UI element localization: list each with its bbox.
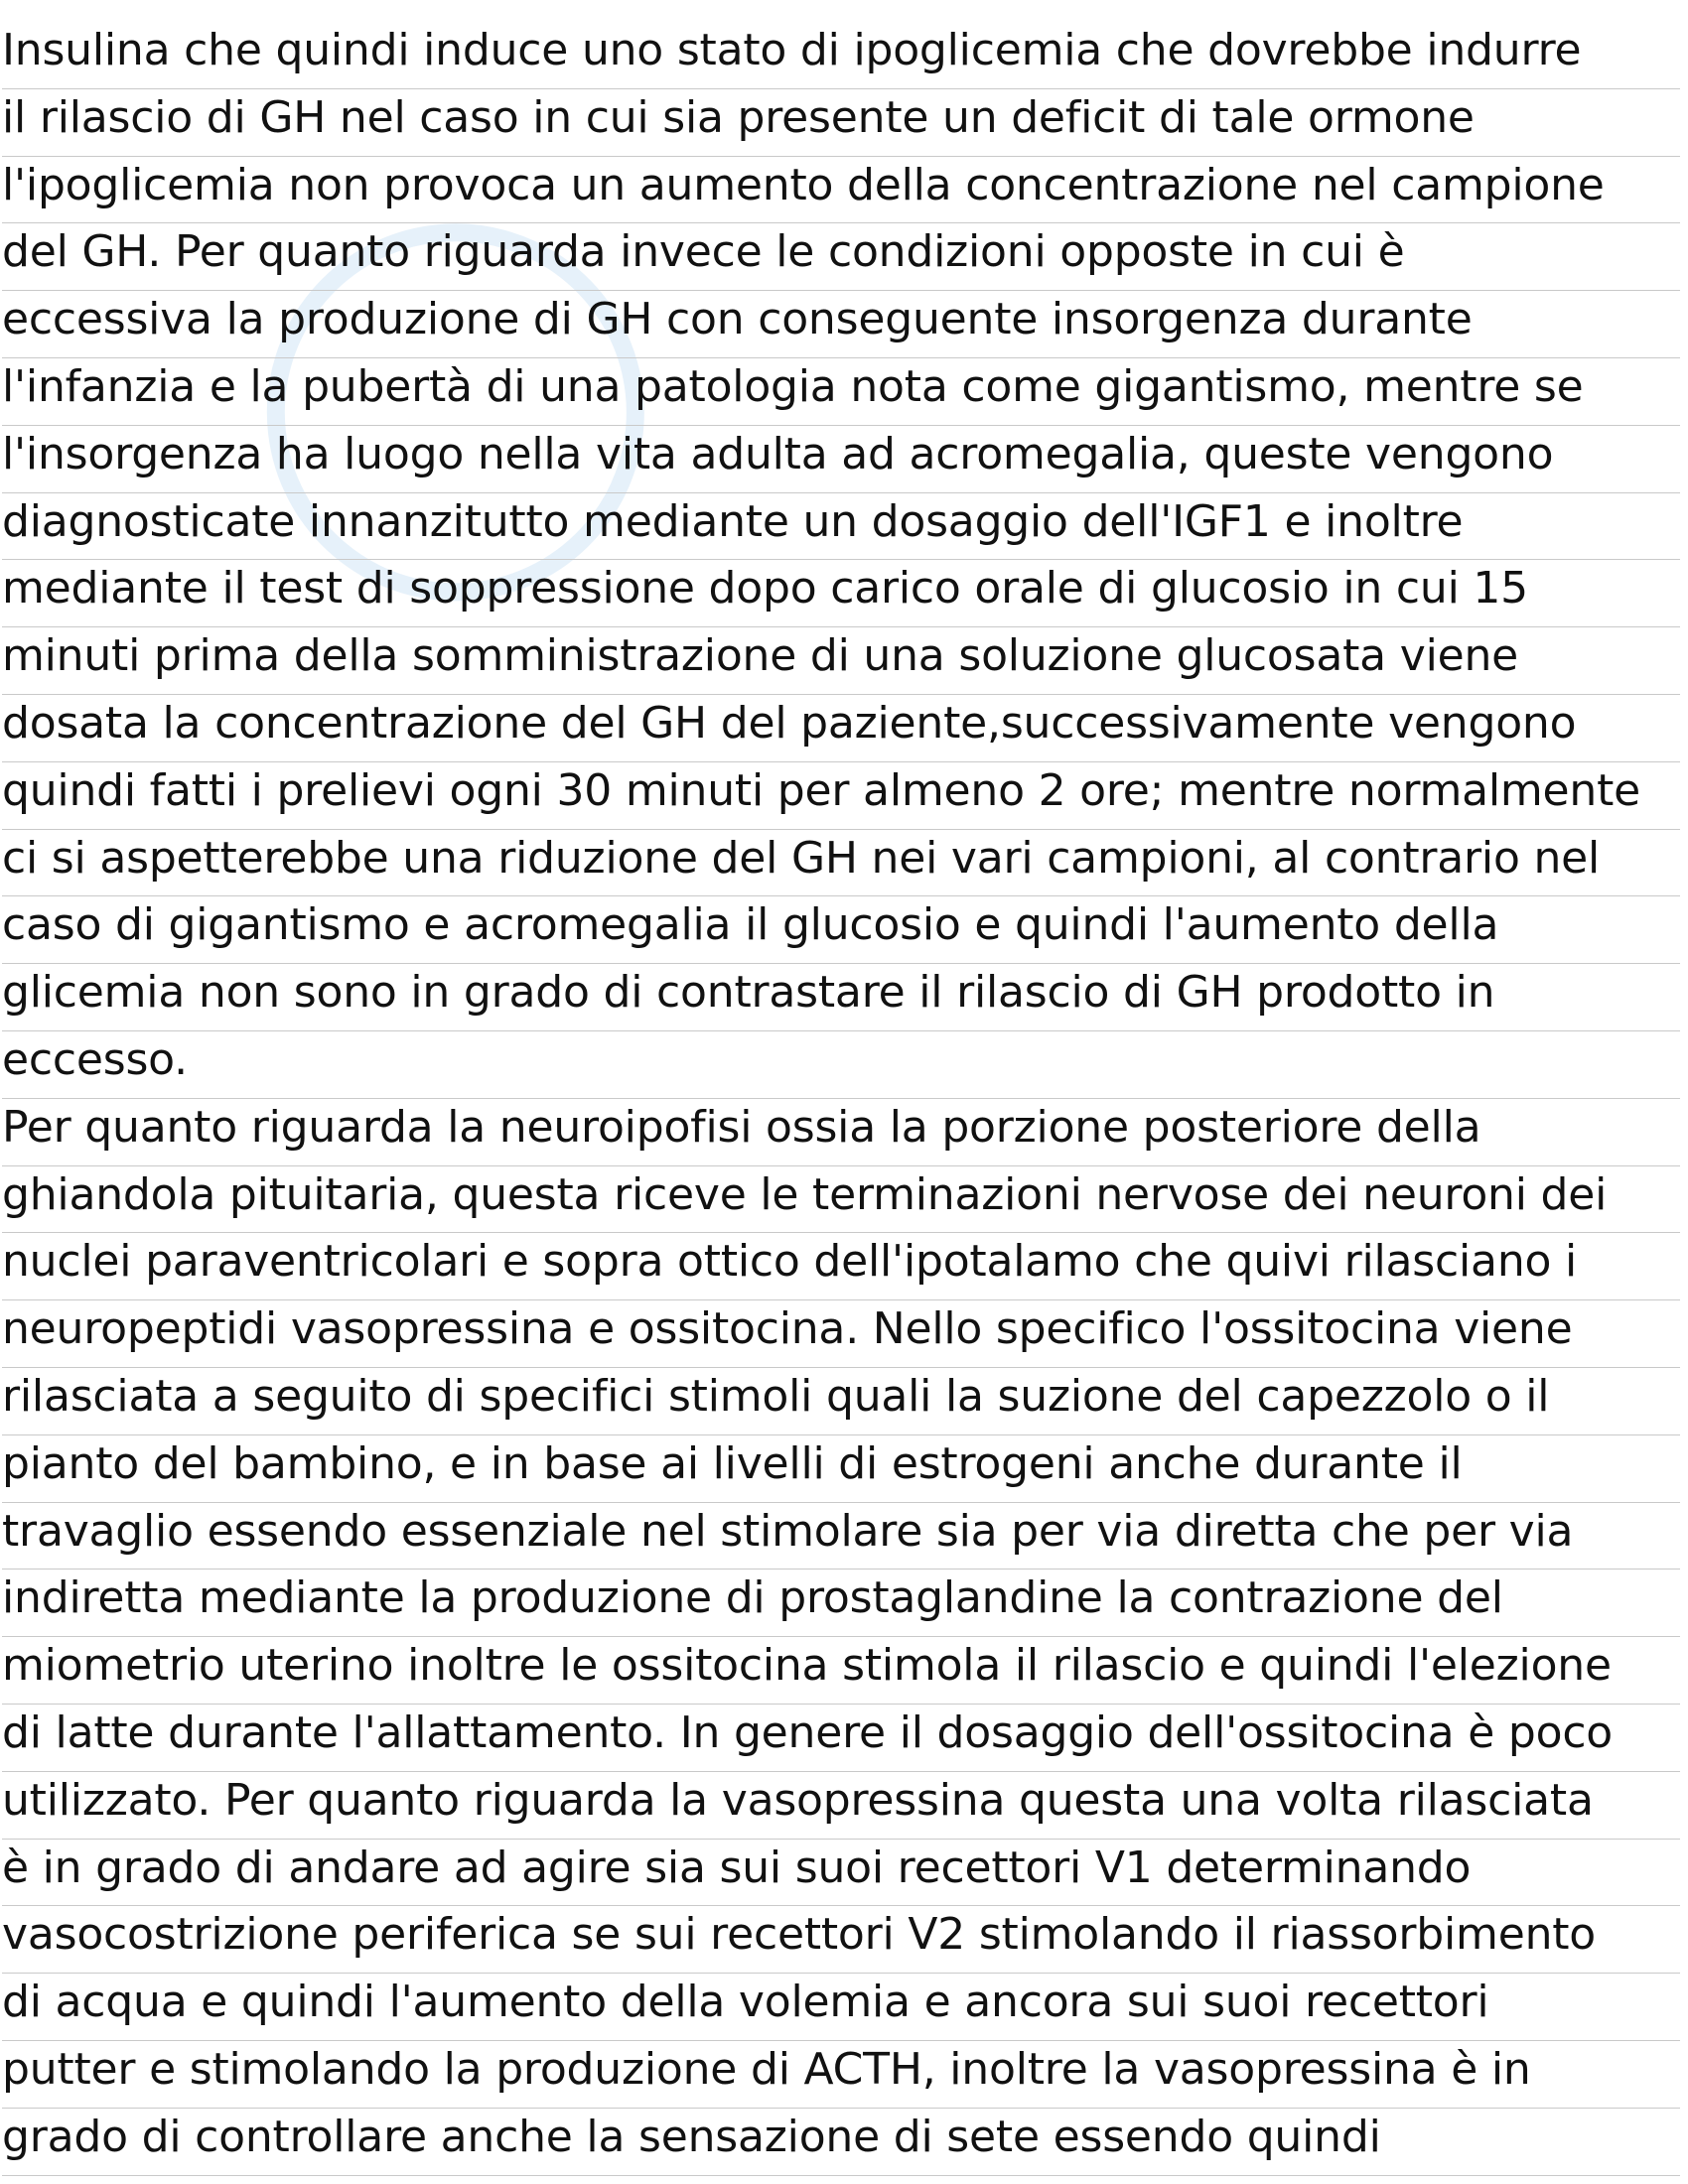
text-line: travaglio essendo essenziale nel stimolare sia per via diretta che per via [2, 1503, 1680, 1570]
text-line: di latte durante l'allattamento. In genere il dosaggio dell'ossitocina è poco [2, 1705, 1680, 1772]
text-line: il rilascio di GH nel caso in cui sia presente un deficit di tale ormone [2, 89, 1680, 157]
text-line: indiretta mediante la produzione di prostaglandine la contrazione del [2, 1570, 1680, 1637]
text-line: l'ipoglicemia non provoca un aumento della concentrazione nel campione [2, 157, 1680, 224]
text-line: rilasciata a seguito di specifici stimoli quali la suzione del capezzolo o il [2, 1368, 1680, 1435]
document-body [2, 22, 1680, 2176]
text-line: quindi fatti i prelievi ogni 30 minuti per almeno 2 ore; mentre normalmente [2, 762, 1680, 830]
text-line: glicemia non sono in grado di contrastare il rilascio di GH prodotto in [2, 964, 1680, 1031]
text-line: diagnosticate innanzitutto mediante un dosaggio dell'IGF1 e inoltre [2, 493, 1680, 561]
text-line: ghiandola pituitaria, questa riceve le terminazioni nervose dei neuroni dei [2, 1166, 1680, 1234]
text-line: pianto del bambino, e in base ai livelli di estrogeni anche durante il [2, 1435, 1680, 1503]
text-line: eccessiva la produzione di GH con conseguente insorgenza durante [2, 291, 1680, 358]
text-line: Per quanto riguarda la neuroipofisi ossia la porzione posteriore della [2, 1099, 1680, 1166]
text-line: neuropeptidi vasopressina e ossitocina. Nello specifico l'ossitocina viene [2, 1300, 1680, 1368]
text-line: ci si aspetterebbe una riduzione del GH nei vari campioni, al contrario nel [2, 830, 1680, 897]
text-line: putter e stimolando la produzione di ACTH, inoltre la vasopressina è in [2, 2041, 1680, 2109]
text-line: Insulina che quindi induce uno stato di ipoglicemia che dovrebbe indurre [2, 22, 1680, 89]
text-line: grado di controllare anche la sensazione di sete essendo quindi [2, 2109, 1680, 2176]
text-line: utilizzato. Per quanto riguarda la vasopressina questa una volta rilasciata [2, 1772, 1680, 1840]
text-line: mediante il test di soppressione dopo carico orale di glucosio in cui 15 [2, 560, 1680, 627]
text-line: vasocostrizione periferica se sui recettori V2 stimolando il riassorbimento [2, 1906, 1680, 1974]
text-line: l'insorgenza ha luogo nella vita adulta ad acromegalia, queste vengono [2, 426, 1680, 493]
text-line: nuclei paraventricolari e sopra ottico dell'ipotalamo che quivi rilasciano i [2, 1233, 1680, 1300]
text-line: del GH. Per quanto riguarda invece le condizioni opposte in cui è [2, 223, 1680, 291]
text-line: minuti prima della somministrazione di una soluzione glucosata viene [2, 627, 1680, 695]
text-line: miometrio uterino inoltre le ossitocina stimola il rilascio e quindi l'elezione [2, 1637, 1680, 1705]
text-line: di acqua e quindi l'aumento della volemia e ancora sui suoi recettori [2, 1974, 1680, 2041]
text-line: è in grado di andare ad agire sia sui suoi recettori V1 determinando [2, 1840, 1680, 1907]
text-line: l'infanzia e la pubertà di una patologia nota come gigantismo, mentre se [2, 358, 1680, 426]
text-line: dosata la concentrazione del GH del paziente,successivamente vengono [2, 695, 1680, 762]
text-line: caso di gigantismo e acromegalia il glucosio e quindi l'aumento della [2, 896, 1680, 964]
text-line: eccesso. [2, 1031, 1680, 1099]
